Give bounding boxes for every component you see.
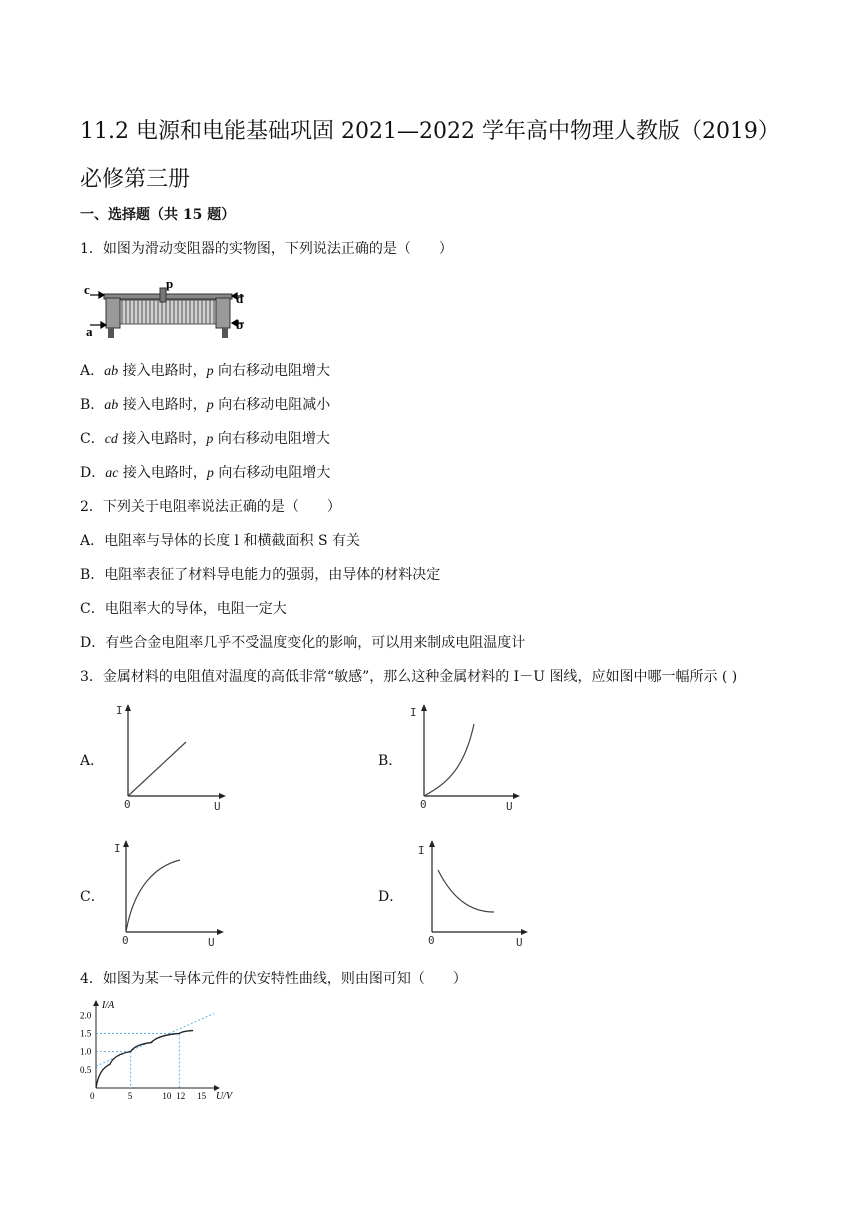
y-tick-label: 2.0	[80, 1010, 92, 1021]
q2-option-d[interactable]: D．有些合金电阻率几乎不受温度变化的影响，可以用来制成电阻温度计	[80, 635, 526, 651]
option-p: p	[206, 398, 214, 413]
axis-y-label: I	[116, 704, 123, 717]
graph-a	[112, 700, 232, 812]
axis-y-label: I	[410, 706, 417, 719]
axis-y-label: I	[114, 842, 121, 855]
x-tick-label: 5	[127, 1091, 133, 1100]
graph-c	[110, 836, 230, 948]
option-var: ac	[105, 466, 119, 481]
option-p: p	[206, 364, 214, 379]
y-tick-label: 1.5	[80, 1028, 92, 1039]
option-text: 接入电路时，	[118, 363, 207, 379]
option-letter: B．	[80, 397, 105, 413]
q1-option-c[interactable]	[80, 428, 330, 448]
x-tick-label: 0	[90, 1091, 95, 1100]
q4-stem: 4．如图为某一导体元件的伏安特性曲线，则由图可知（ ）	[80, 971, 467, 987]
axis-x-label: U	[516, 936, 523, 948]
x-tick-label: 15	[197, 1091, 207, 1100]
q1-option-d[interactable]	[80, 462, 330, 482]
q2-option-a[interactable]: A．电阻率与导体的长度 l 和横截面积 S 有关	[80, 533, 360, 549]
axis-x-label: U	[506, 800, 513, 812]
label-b: b	[236, 317, 244, 332]
option-letter: D．	[80, 465, 106, 481]
axis-x-label: U	[214, 800, 221, 812]
y-tick-label: 0.5	[80, 1064, 92, 1075]
q2-option-c[interactable]: C．电阻率大的导体，电阻一定大	[80, 601, 287, 617]
q2-option-b[interactable]: B．电阻率表征了材料导电能力的强弱，由导体的材料决定	[80, 567, 441, 583]
y-tick-label: 1.0	[80, 1046, 92, 1057]
section-heading: 一、选择题（共 15 题）	[80, 207, 236, 223]
option-text: 接入电路时，	[118, 397, 207, 413]
label-a: a	[86, 324, 93, 339]
option-p: p	[206, 432, 214, 447]
option-var: ab	[104, 398, 119, 413]
option-letter: C．	[80, 431, 105, 447]
q2-stem: 2．下列关于电阻率说法正确的是（ ）	[80, 499, 341, 515]
page-title: 11.2 电源和电能基础巩固 2021—2022 学年高中物理人教版（2019）必修第三册	[80, 119, 780, 192]
q1-option-b[interactable]	[80, 394, 330, 414]
label-d: d	[236, 291, 244, 306]
x-tick-label: 10	[162, 1091, 172, 1100]
q1-stem: 1．如图为滑动变阻器的实物图，下列说法正确的是（ ）	[80, 241, 453, 257]
q3-stem: 3．金属材料的电阻值对温度的高低非常“敏感”，那么这种金属材料的 I－U 图线，应如图中哪一幅所示 ( )	[80, 669, 738, 685]
origin-label: 0	[420, 798, 427, 811]
x-tick-label: 12	[176, 1091, 186, 1100]
q3-option-d[interactable]: D．	[378, 889, 404, 905]
option-tail: 向右移动电阻减小	[213, 397, 331, 413]
option-tail: 向右移动电阻增大	[213, 465, 331, 481]
q3-option-a[interactable]: A．	[80, 753, 105, 769]
q3-option-c[interactable]: C．	[80, 889, 105, 905]
q3-option-b[interactable]: B．	[378, 753, 403, 769]
origin-label: 0	[122, 934, 129, 947]
origin-label: 0	[124, 798, 131, 811]
iv-characteristic-chart	[78, 996, 238, 1100]
graph-d	[414, 836, 534, 948]
q1-option-a[interactable]	[80, 360, 330, 380]
option-tail: 向右移动电阻增大	[213, 431, 330, 447]
option-letter: A．	[80, 363, 105, 379]
y-axis-arrow	[93, 1000, 99, 1006]
origin-label: 0	[428, 934, 435, 947]
label-p: p	[166, 278, 174, 291]
graph-b	[406, 700, 526, 812]
y-axis-label: I/A	[102, 1000, 115, 1011]
x-axis-label: U/V	[216, 1091, 233, 1100]
option-var: cd	[104, 432, 118, 447]
axis-y-label: I	[418, 844, 425, 857]
option-tail: 向右移动电阻增大	[213, 363, 331, 379]
option-text: 接入电路时，	[118, 465, 207, 481]
option-text: 接入电路时，	[117, 431, 207, 447]
axis-x-label: U	[208, 936, 215, 948]
rheostat-figure	[82, 278, 252, 342]
label-c: c	[84, 282, 90, 297]
option-p: p	[206, 466, 214, 481]
option-var: ab	[104, 364, 119, 379]
